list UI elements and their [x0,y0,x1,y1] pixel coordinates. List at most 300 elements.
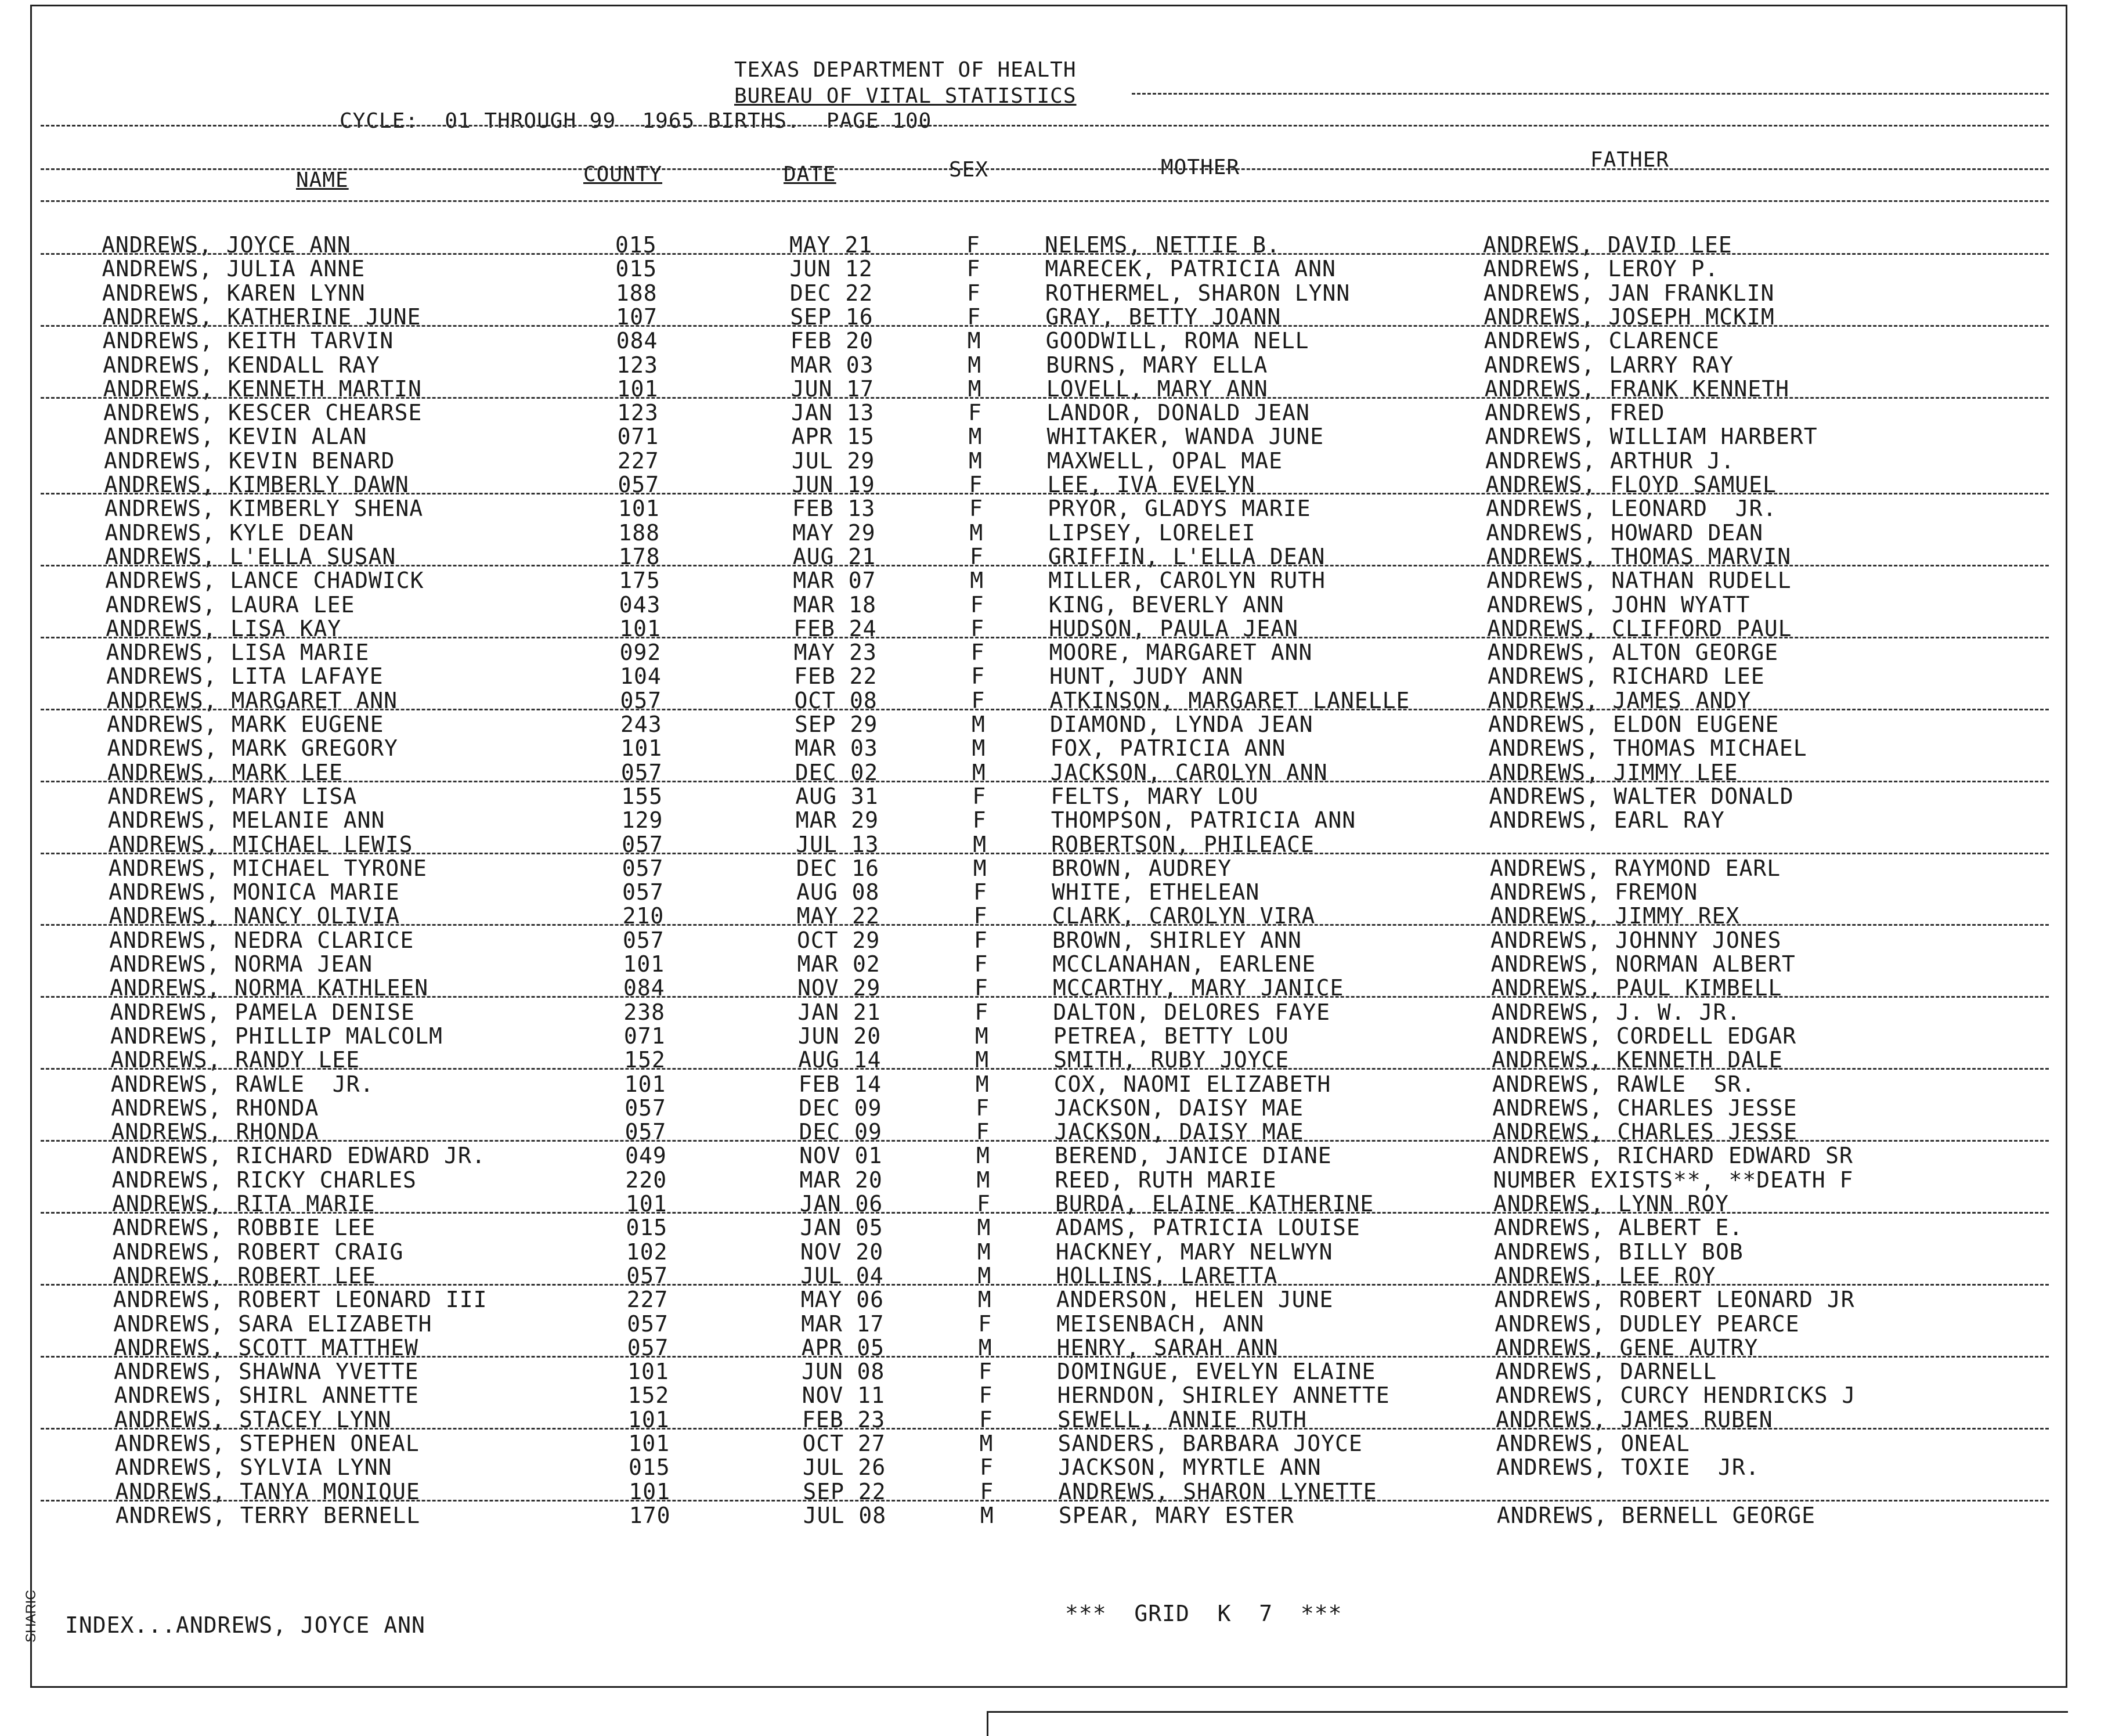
table-row [5,735,2126,759]
cell-date: MAR 07 [793,568,876,593]
cell-date: JAN 05 [800,1215,883,1240]
cell-sex: F [967,280,981,306]
dashed-separator [41,493,2049,495]
cell-county: 102 [626,1239,668,1265]
cell-name: ANDREWS, ROBERT CRAIG [113,1239,403,1265]
cell-name: ANDREWS, KIMBERLY SHENA [104,496,423,521]
cell-name: ANDREWS, STEPHEN ONEAL [115,1431,420,1456]
cell-sex: F [970,544,984,569]
cell-sex: F [974,975,988,1001]
cell-mother: ADAMS, PATRICIA LOUISE [1055,1215,1360,1240]
cell-name: ANDREWS, KENNETH MARTIN [103,376,422,402]
cell-name: ANDREWS, KIMBERLY DAWN [104,472,409,497]
cell-father: ANDREWS, JAMES RUBEN [1496,1407,1773,1432]
cell-county: 084 [623,975,665,1001]
cell-father: ANDREWS, CORDELL EDGAR [1492,1023,1796,1049]
cell-name: ANDREWS, MELANIE ANN [108,807,385,833]
cell-name: ANDREWS, RITA MARIE [112,1191,376,1217]
dashed-separator [41,397,2049,399]
cell-name: ANDREWS, RHONDA [111,1119,319,1145]
table-row [3,568,2126,591]
cell-father: ANDREWS, JOSEPH MCKIM [1483,304,1774,330]
cell-name: ANDREWS, ROBERT LEE [113,1263,376,1289]
table-row [0,256,2126,280]
cell-name: ANDREWS, MARY LISA [107,784,357,809]
cell-county: 101 [628,1407,670,1432]
cell-name: ANDREWS, KENDALL RAY [103,352,380,378]
cell-county: 101 [618,496,660,521]
cell-mother: ROBERTSON, PHILEACE [1051,832,1315,857]
cell-date: DEC 09 [799,1119,882,1145]
cell-mother: DOMINGUE, EVELYN ELAINE [1057,1359,1376,1384]
cell-sex: M [968,376,982,402]
grid-label: *** GRID K 7 *** [1065,1601,1342,1626]
cell-father: ANDREWS, FRANK KENNETH [1485,376,1789,402]
cell-date: NOV 11 [802,1383,885,1408]
cell-father: ANDREWS, LARRY RAY [1484,352,1734,378]
cell-mother: ROTHERMEL, SHARON LYNN [1045,280,1350,306]
cell-sex: F [976,1095,990,1121]
cell-sex: F [970,616,984,641]
table-row [13,1383,2126,1406]
dashed-separator [41,1356,2049,1358]
cell-name: ANDREWS, LAURA LEE [106,592,355,618]
table-row [5,663,2126,687]
cell-father: ANDREWS, CLIFFORD PAUL [1487,616,1792,641]
cell-date: OCT 29 [797,927,880,953]
dashed-separator [41,325,2049,327]
rule-header [41,125,2049,127]
cell-father: ANDREWS, LEONARD JR. [1486,496,1777,521]
cell-name: ANDREWS, RAWLE JR. [111,1071,374,1097]
table-row [1,328,2126,352]
cell-sex: M [980,1503,994,1528]
cell-sex: M [968,328,981,353]
cell-date: JUL 29 [792,448,875,474]
cell-county: 129 [622,807,663,833]
column-header-name: NAME [296,168,349,192]
cell-county: 057 [622,832,663,857]
cell-name: ANDREWS, L'ELLA SUSAN [105,544,396,569]
cell-name: ANDREWS, TANYA MONIQUE [115,1479,420,1504]
cell-mother: BROWN, AUDREY [1052,856,1232,881]
cell-mother: COX, NAOMI ELIZABETH [1054,1071,1331,1097]
cell-date: JUN 19 [792,472,875,497]
cell-sex: F [980,1479,994,1504]
cell-father: ANDREWS, DUDLEY PEARCE [1495,1311,1799,1337]
cell-sex: F [972,784,986,809]
table-row [6,807,2126,831]
cell-mother: THOMPSON, PATRICIA ANN [1051,807,1356,833]
cell-mother: GRAY, BETTY JOANN [1045,304,1281,330]
cell-name: ANDREWS, ROBERT LEONARD III [113,1287,488,1312]
cell-name: ANDREWS, KEVIN ALAN [104,424,367,449]
cell-sex: F [970,592,984,618]
cell-sex: F [976,1119,990,1145]
cell-mother: HERNDON, SHIRLEY ANNETTE [1057,1383,1390,1408]
cell-sex: M [972,760,986,785]
cell-date: MAY 06 [801,1287,884,1312]
cell-mother: MARECEK, PATRICIA ANN [1045,256,1335,281]
cell-county: 123 [617,400,659,425]
cell-father: ANDREWS, JIMMY REX [1490,903,1740,929]
cell-father: ANDREWS, JOHN WYATT [1487,592,1750,618]
table-row [9,1071,2126,1095]
cell-sex: F [966,232,980,258]
cell-county: 152 [624,1047,666,1073]
cell-mother: ANDERSON, HELEN JUNE [1056,1287,1334,1312]
cell-county: 101 [620,735,662,761]
cell-date: JUL 08 [803,1503,886,1528]
cell-sex: M [976,1143,990,1168]
cell-date: OCT 27 [803,1431,886,1456]
cell-sex: F [979,1383,993,1408]
cell-mother: GOODWILL, ROMA NELL [1046,328,1309,353]
cell-name: ANDREWS, PHILLIP MALCOLM [110,1023,443,1049]
cell-name: ANDREWS, MARK GREGORY [107,735,398,761]
cell-county: 101 [627,1359,669,1384]
cell-date: APR 05 [802,1335,885,1360]
cell-sex: M [977,1215,991,1240]
cell-date: AUG 14 [798,1047,881,1073]
cell-father: ANDREWS, TOXIE JR. [1496,1455,1760,1480]
cell-mother: PRYOR, GLADYS MARIE [1048,496,1311,521]
cell-county: 057 [627,1311,669,1337]
table-row [3,520,2126,544]
cell-mother: DALTON, DELORES FAYE [1053,999,1330,1025]
table-row [8,951,2126,975]
cell-sex: F [974,903,988,929]
cell-name: ANDREWS, NEDRA CLARICE [109,927,414,953]
cell-name: ANDREWS, SHAWNA YVETTE [114,1359,418,1384]
column-header-date: DATE [784,163,836,186]
cell-father: ANDREWS, RICHARD LEE [1488,663,1765,689]
cell-father: ANDREWS, RAYMOND EARL [1490,856,1781,881]
cell-county: 220 [626,1167,667,1193]
cell-date: AUG 31 [795,784,878,809]
table-row [12,1287,2126,1311]
cell-sex: F [971,663,985,689]
side-label: SHARIC [23,1590,39,1643]
cell-father: ANDREWS, CHARLES JESSE [1493,1119,1797,1145]
column-header-father: FATHER [1590,148,1669,172]
cell-father: ANDREWS, CLARENCE [1484,328,1720,353]
cell-county: 155 [621,784,663,809]
cell-county: 188 [616,280,658,306]
dashed-separator [41,253,2049,255]
rule-under-column [41,200,2049,202]
cell-father: ANDREWS, ROBERT LEONARD JR [1495,1287,1855,1312]
cell-date: JUL 26 [803,1455,886,1480]
cell-county: 057 [625,1095,666,1121]
cell-name: ANDREWS, LITA LAFAYE [106,663,384,689]
cell-date: MAR 02 [797,951,880,977]
cell-mother: BURDA, ELAINE KATHERINE [1055,1191,1374,1217]
cell-father: ANDREWS, THOMAS MICHAEL [1488,735,1807,761]
cell-sex: M [980,1431,994,1456]
cell-mother: CLARK, CAROLYN VIRA [1052,903,1316,929]
cell-date: MAR 18 [793,592,876,618]
cell-mother: MCCLANAHAN, EARLENE [1053,951,1316,977]
table-row [10,1143,2126,1167]
cell-sex: M [977,1263,991,1289]
cell-sex: F [966,256,980,281]
cell-county: 057 [623,927,665,953]
cell-sex: F [974,951,988,977]
cell-mother: MEISENBACH, ANN [1056,1311,1264,1337]
cell-name: ANDREWS, KATHERINE JUNE [102,304,421,330]
dashed-separator [41,1428,2049,1430]
cell-mother: NELEMS, NETTIE B. [1045,232,1280,258]
cell-sex: F [972,688,986,713]
cell-father: ANDREWS, EARL RAY [1489,807,1725,833]
cell-date: AUG 21 [793,544,876,569]
table-row [14,1503,2126,1526]
cell-father: ANDREWS, BERNELL GEORGE [1497,1503,1815,1528]
cell-father: ANDREWS, WALTER DONALD [1489,784,1793,809]
cell-date: JUL 04 [800,1263,883,1289]
cell-county: 107 [616,304,658,330]
table-row [8,927,2126,951]
table-row [4,592,2126,616]
cell-mother: JACKSON, MYRTLE ANN [1058,1455,1322,1480]
table-row [7,879,2126,903]
cell-mother: REED, RUTH MARIE [1055,1167,1277,1193]
cell-name: ANDREWS, RHONDA [111,1095,319,1121]
cell-date: JAN 21 [797,999,880,1025]
dashed-separator [41,781,2049,782]
cell-mother: MILLER, CAROLYN RUTH [1048,568,1326,593]
table-row [1,280,2126,304]
cell-father: ANDREWS, BILLY BOB [1494,1239,1744,1265]
dashed-separator [41,996,2049,998]
cell-name: ANDREWS, MARK EUGENE [107,712,384,737]
cell-date: MAY 29 [792,520,875,546]
cell-mother: SANDERS, BARBARA JOYCE [1058,1431,1363,1456]
dashed-separator [41,924,2049,926]
cell-mother: HACKNEY, MARY NELWYN [1056,1239,1333,1265]
cell-county: 170 [629,1503,671,1528]
cell-father: ANDREWS, GENE AUTRY [1495,1335,1759,1360]
cell-sex: M [975,1023,989,1049]
cell-father: ANDREWS, RICHARD EDWARD SR [1493,1143,1853,1168]
cell-date: JUN 17 [791,376,874,402]
cell-date: SEP 16 [790,304,873,330]
cell-mother: JACKSON, DAISY MAE [1055,1119,1304,1145]
index-label: INDEX...ANDREWS, JOYCE ANN [65,1612,425,1638]
dashed-separator [41,637,2049,638]
cell-date: JUN 20 [798,1023,881,1049]
cell-county: 057 [621,760,663,785]
cell-mother: PETREA, BETTY LOU [1053,1023,1289,1049]
cell-father: ANDREWS, HOWARD DEAN [1486,520,1763,546]
cell-date: FEB 13 [792,496,875,521]
cell-county: 057 [618,472,660,497]
cell-date: AUG 08 [796,879,879,905]
cell-sex: F [973,879,987,905]
cell-father: ANDREWS, JOHNNY JONES [1490,927,1781,953]
cell-sex: F [979,1359,992,1384]
cell-father: ANDREWS, DARNELL [1495,1359,1717,1384]
cell-mother: LOVELL, MARY ANN [1046,376,1268,402]
cell-county: 092 [620,640,662,665]
cell-sex: F [979,1407,993,1432]
cell-name: ANDREWS, MICHAEL LEWIS [108,832,413,857]
cell-father: ANDREWS, THOMAS MARVIN [1486,544,1791,569]
table-row [5,640,2126,663]
cell-mother: SMITH, RUBY JOYCE [1053,1047,1289,1073]
cell-county: 152 [628,1383,670,1408]
cell-sex: M [972,712,986,737]
cell-name: ANDREWS, SCOTT MATTHEW [114,1335,418,1360]
table-row [8,999,2126,1023]
cell-mother: JACKSON, CAROLYN ANN [1051,760,1328,785]
dashed-separator [41,1068,2049,1070]
table-row [9,1095,2126,1119]
cell-county: 057 [622,856,664,881]
cell-father: ANDREWS, PAUL KIMBELL [1491,975,1782,1001]
cell-county: 101 [625,1071,666,1097]
cell-mother: LEE, IVA EVELYN [1048,472,1255,497]
cell-father: ANDREWS, NORMAN ALBERT [1491,951,1796,977]
column-header-sex: SEX [949,158,988,182]
table-row [6,784,2126,807]
cell-name: ANDREWS, SHIRL ANNETTE [114,1383,419,1408]
cell-sex: F [968,400,982,425]
cell-father: ANDREWS, FLOYD SAMUEL [1486,472,1777,497]
cell-name: ANDREWS, LISA KAY [106,616,341,641]
cell-father: ANDREWS, RAWLE SR. [1492,1071,1756,1097]
cell-county: 071 [618,424,659,449]
dashed-separator [41,1212,2049,1214]
cell-name: ANDREWS, NANCY OLIVIA [109,903,400,929]
cell-father: NUMBER EXISTS**, **DEATH F [1493,1167,1854,1193]
cell-mother: BURNS, MARY ELLA [1046,352,1268,378]
cell-sex: M [968,352,981,378]
cell-date: FEB 22 [794,663,877,689]
table-row [2,424,2126,447]
cell-date: MAY 23 [794,640,877,665]
cell-date: FEB 24 [793,616,876,641]
cell-mother: SEWELL, ANNIE RUTH [1057,1407,1307,1432]
cell-name: ANDREWS, JOYCE ANN [102,232,351,258]
table-row [11,1239,2126,1263]
cell-sex: F [980,1455,994,1480]
cell-county: 210 [623,903,665,929]
cell-father: ANDREWS, CURCY HENDRICKS J [1496,1383,1856,1408]
cell-sex: M [977,1239,991,1265]
cell-sex: M [973,832,987,857]
cell-sex: F [971,640,985,665]
cell-name: ANDREWS, SYLVIA LYNN [115,1455,392,1480]
cell-date: DEC 02 [795,760,878,785]
cell-county: 084 [616,328,658,353]
cell-county: 015 [615,256,657,281]
cell-name: ANDREWS, RICKY CHARLES [112,1167,417,1193]
cell-date: JAN 13 [791,400,874,425]
cell-mother: WHITAKER, WANDA JUNE [1047,424,1324,449]
cell-name: ANDREWS, SARA ELIZABETH [113,1311,432,1337]
cell-mother: BEREND, JANICE DIANE [1055,1143,1332,1168]
table-row [12,1311,2126,1335]
cell-date: JAN 06 [800,1191,883,1217]
cell-county: 227 [627,1287,669,1312]
column-header-mother: MOTHER [1161,156,1240,179]
cell-county: 043 [619,592,661,618]
cell-name: ANDREWS, MONICA MARIE [109,879,399,905]
cell-county: 101 [629,1479,670,1504]
column-header-county: COUNTY [583,163,662,186]
cell-name: ANDREWS, NORMA KATHLEEN [110,975,428,1001]
table-row [10,1215,2126,1239]
table-row [12,1359,2126,1383]
dashed-separator [41,709,2049,710]
cell-date: MAR 03 [791,352,873,378]
table-row [2,400,2126,424]
cell-father: ANDREWS, JIMMY LEE [1489,760,1738,785]
cell-mother: MOORE, MARGARET ANN [1049,640,1313,665]
cell-sex: F [967,304,981,330]
cell-county: 015 [629,1455,670,1480]
cell-county: 188 [618,520,660,546]
table-row [13,1455,2126,1478]
cell-sex: F [978,1311,992,1337]
cell-mother: JACKSON, DAISY MAE [1054,1095,1304,1121]
cell-sex: F [977,1191,991,1217]
cell-sex: M [976,1071,990,1097]
cell-sex: M [979,1335,992,1360]
cell-name: ANDREWS, RICHARD EDWARD JR. [111,1143,486,1168]
cell-mother: WHITE, ETHELEAN [1052,879,1259,905]
dashed-separator [41,853,2049,854]
cell-date: MAR 17 [801,1311,884,1337]
table-row [3,496,2126,519]
cell-date: SEP 22 [803,1479,886,1504]
table-row [10,1167,2126,1191]
cell-county: 175 [619,568,660,593]
cell-county: 238 [623,999,665,1025]
rule-top [1132,93,2049,95]
cell-date: MAY 22 [797,903,880,929]
cell-county: 178 [619,544,660,569]
cell-sex: M [977,1167,991,1193]
dashed-separator [41,1140,2049,1142]
cell-county: 123 [616,352,658,378]
cell-father: ANDREWS, ALTON GEORGE [1488,640,1778,665]
cell-name: ANDREWS, STACEY LYNN [114,1407,392,1432]
cell-sex: F [973,807,987,833]
cell-county: 057 [620,688,662,713]
cell-name: ANDREWS, NORMA JEAN [110,951,373,977]
cell-date: FEB 20 [791,328,873,353]
cell-date: MAY 21 [789,232,872,258]
cell-mother: DIAMOND, LYNDA JEAN [1050,712,1313,737]
cell-sex: F [969,496,983,521]
cell-name: ANDREWS, LANCE CHADWICK [105,568,424,593]
cell-sex: M [973,856,987,881]
cell-father: ANDREWS, ONEAL [1496,1431,1690,1456]
cell-county: 057 [627,1335,669,1360]
cell-name: ANDREWS, KEVIN BENARD [104,448,395,474]
cell-father: ANDREWS, KENNETH DALE [1492,1047,1782,1073]
cell-county: 227 [618,448,659,474]
cell-county: 101 [626,1191,667,1217]
cell-date: JUN 12 [789,256,872,281]
cell-father: ANDREWS, JAMES ANDY [1488,688,1752,713]
cell-mother: MCCARTHY, MARY JANICE [1053,975,1344,1001]
cell-father: ANDREWS, FREMON [1490,879,1698,905]
cell-name: ANDREWS, MARGARET ANN [107,688,398,713]
